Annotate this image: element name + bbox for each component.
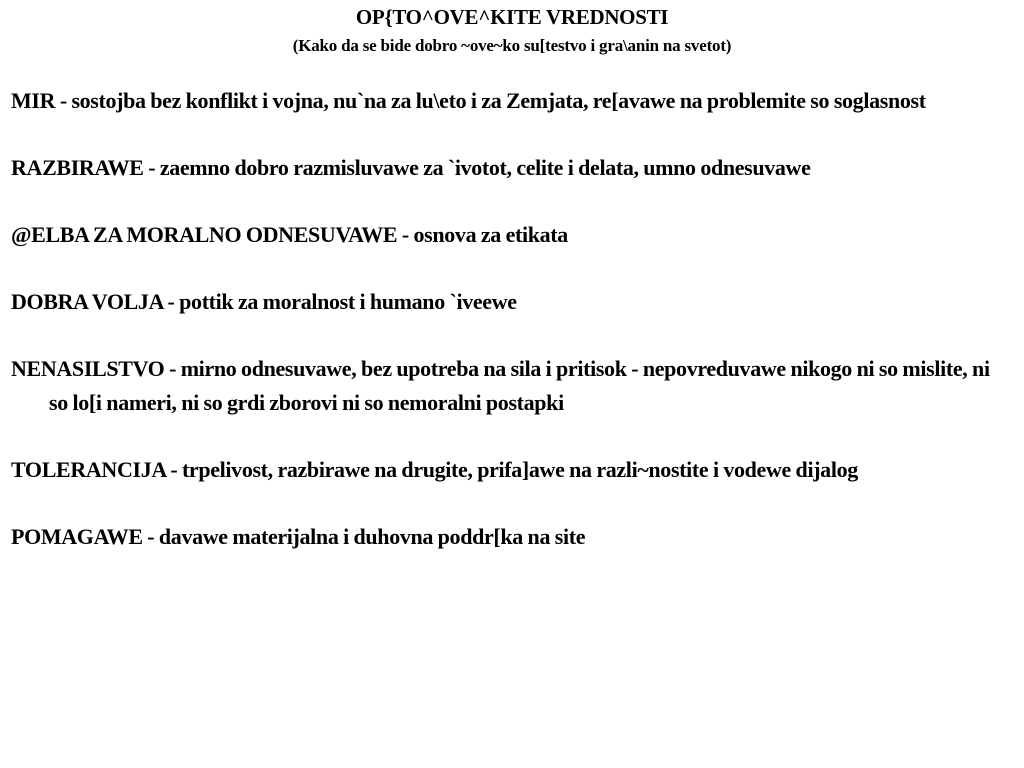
value-entry-dobra-volja: DOBRA VOLJA - pottik za moralnost i humano `iveewe [11, 289, 517, 314]
value-entry-razbirawe: RAZBIRAWE - zaemno dobro razmisluvawe za `ivotot, celite i delata, umno odnesuvawe [11, 155, 811, 180]
value-entry-tolerancija: TOLERANCIJA - trpelivost, razbirawe na drugite, prifa]awe na razli~nostite i vodewe dijalog [11, 456, 858, 482]
value-entry-nenasilstvo: NENASILSTVO - mirno odnesuvawe, bez upotreba na sila i pritisok - nepovreduvawe nikogo ni so mislite, ni so lo[i nameri, ni so grdi zborovi ni so nemoralni postapki [11, 356, 990, 415]
slide-subtitle: (Kako da se bide dobro ~ove~ko su[testvo i gra\anin na svetot) [292, 36, 732, 55]
slide-title: OP{TO^OVE^KITE VREDNOSTI [355, 5, 669, 29]
values-list [11, 84, 1001, 587]
value-entry-pomagawe: POMAGAWE - davawe materijalna i duhovna poddr[ka na site [11, 523, 586, 549]
value-entry-zelba: @ELBA ZA MORALNO ODNESUVAWE - osnova za etikata [11, 222, 568, 247]
value-entry-mir: MIR - sostojba bez konflikt i vojna, nu`na za lu\eto i za Zemjata, re[avawe na problemite so soglasnost [11, 88, 926, 113]
